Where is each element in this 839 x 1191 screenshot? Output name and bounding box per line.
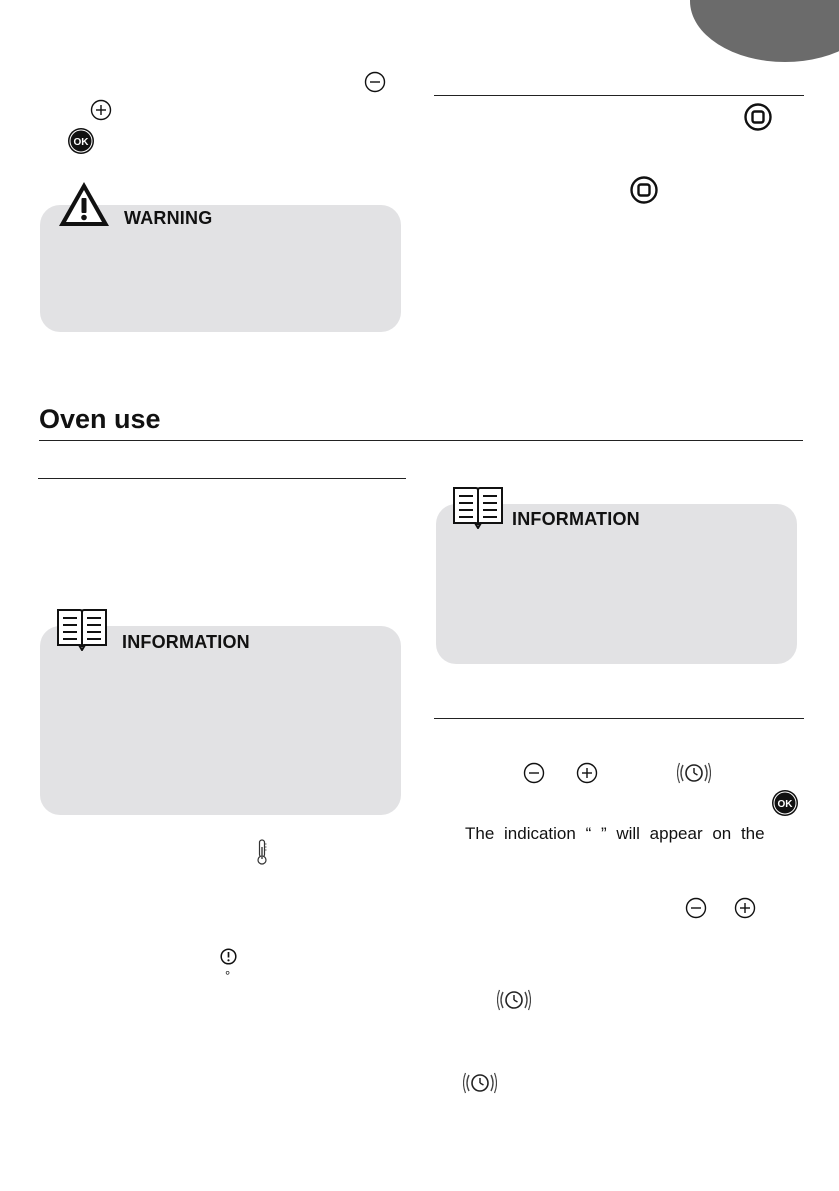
minus-button-icon (685, 897, 707, 919)
minus-button-icon (523, 762, 545, 784)
exclamation-circle-icon (220, 948, 237, 965)
minus-button-icon (364, 71, 386, 93)
stop-button-icon (744, 103, 772, 131)
svg-text:OK: OK (73, 137, 89, 148)
section-title: Oven use (39, 404, 161, 434)
plus-button-icon (90, 99, 112, 121)
alarm-clock-icon (497, 987, 531, 1013)
subsection-divider (434, 95, 804, 96)
degree-symbol: ° (225, 968, 231, 983)
information-box-left (40, 626, 401, 815)
ok-button-icon (67, 127, 95, 155)
information-title-right: INFORMATION (512, 509, 640, 529)
svg-text:OK: OK (777, 799, 793, 810)
section-title-underline (39, 440, 803, 441)
page-tab-corner (690, 0, 839, 62)
information-title-left: INFORMATION (122, 632, 250, 652)
stop-button-icon (630, 176, 658, 204)
plus-button-icon (734, 897, 756, 919)
warning-title: WARNING (124, 208, 213, 228)
plus-button-icon (576, 762, 598, 784)
book-icon (55, 607, 109, 651)
book-icon (451, 485, 505, 529)
subsection-divider (434, 718, 804, 719)
alarm-clock-icon (677, 760, 711, 786)
subsection-divider (38, 478, 406, 479)
warning-triangle-icon (57, 180, 111, 228)
thermometer-icon (256, 839, 268, 865)
indication-text: The indication “ ” will appear on the (465, 824, 765, 843)
alarm-clock-icon (463, 1070, 497, 1096)
ok-button-icon (771, 789, 799, 817)
